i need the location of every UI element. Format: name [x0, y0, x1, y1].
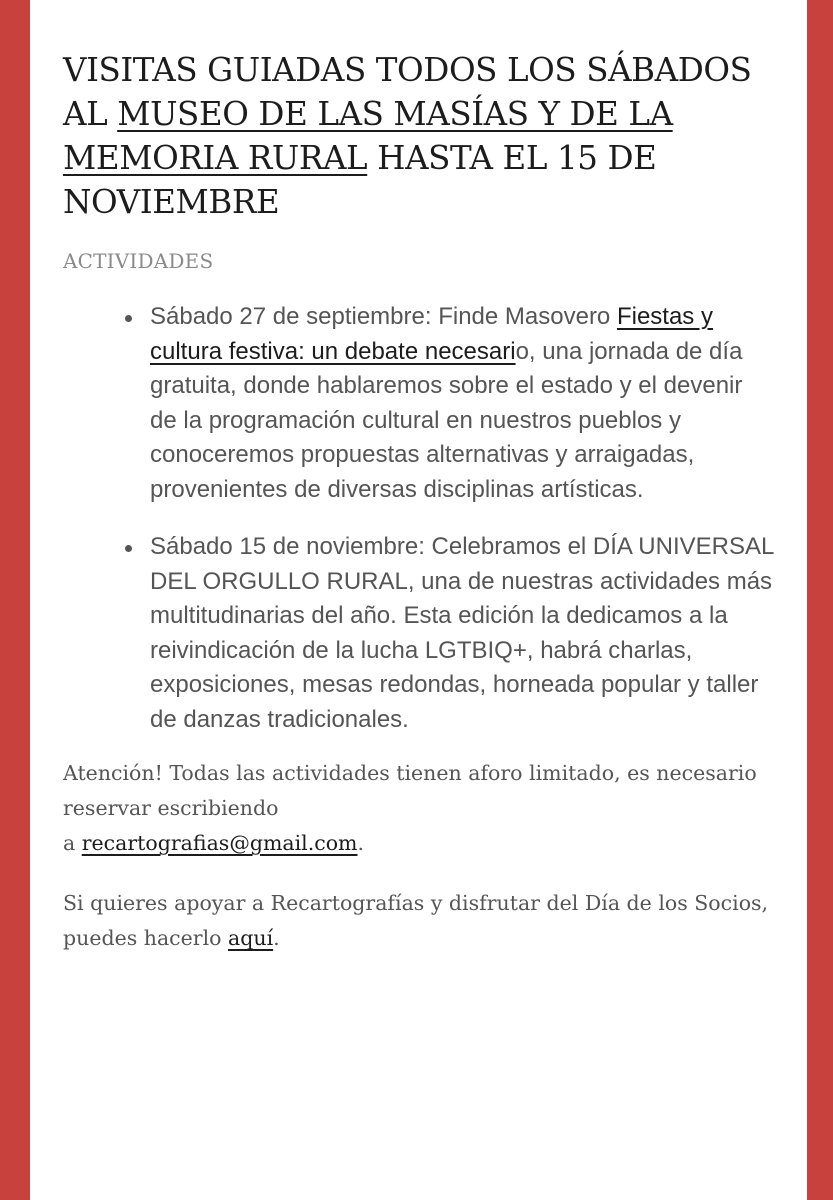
support-suffix: . — [273, 926, 280, 950]
event-2-text: Sábado 15 de noviembre: Celebramos el DÍA UNIVERSAL DEL ORGULLO RURAL, una de nuestras actividades más multitudinarias del año. Esta edición la dedicamos a la reivindicación de la lucha LGTBIQ+, habrá charlas, exposiciones, mesas redondas, horneada popular y taller de danzas tradicionales. — [150, 533, 774, 733]
support-text: Si quieres apoyar a Recartografías y disfrutar del Día de los Socios, puedes hacerlo — [63, 891, 769, 950]
post-title — [63, 48, 774, 224]
events-list — [63, 300, 774, 737]
notice-suffix: . — [357, 831, 365, 855]
event-1-prefix: Sábado 27 de septiembre: Finde Masovero — [150, 303, 617, 330]
notice-prefix: a — [63, 831, 82, 855]
post-page — [30, 0, 807, 1200]
list-item — [150, 530, 774, 737]
event-1-suffix: o, una jornada de día gratuita, donde hablaremos sobre el estado y el devenir de la programación cultural en nuestros pueblos y conoceremos propuestas alternativas y arraigadas, provenientes de diversas disciplinas artísticas. — [150, 337, 743, 503]
support-link[interactable]: aquí — [228, 926, 274, 950]
notice-paragraph — [63, 756, 774, 861]
debate-link[interactable]: Fiestas y cultura festiva: un debate necesari — [150, 303, 713, 365]
support-paragraph — [63, 886, 774, 956]
title-suffix: HASTA EL 15 DE NOVIEMBRE — [63, 139, 657, 221]
title-prefix: VISITAS GUIADAS TODOS LOS SÁBADOS AL — [63, 51, 752, 133]
category-label[interactable]: ACTIVIDADES — [63, 249, 214, 273]
email-link[interactable]: recartografias@gmail.com — [81, 831, 358, 855]
museum-link[interactable]: MUSEO DE LAS MASÍAS Y DE LA MEMORIA RURAL — [63, 95, 673, 177]
notice-text: Atención! Todas las actividades tienen aforo limitado, es necesario reservar escribiendo — [63, 761, 757, 820]
list-item — [150, 300, 774, 507]
